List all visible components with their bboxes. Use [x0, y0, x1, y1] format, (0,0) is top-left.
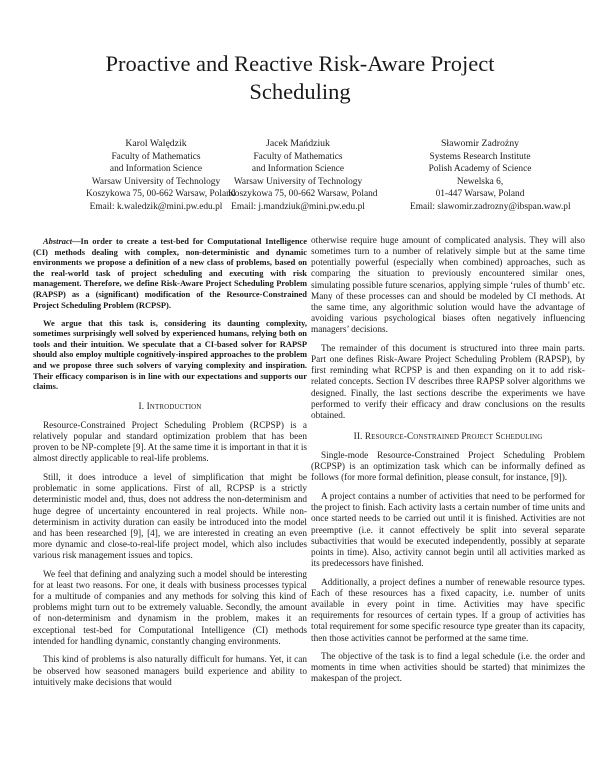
author-email: Email: j.mandziuk@mini.pw.edu.pl [231, 201, 365, 212]
author-email: Email: slawomir.zadrozny@ibspan.waw.pl [410, 201, 571, 212]
author-affiliation-line: Faculty of Mathematics [253, 151, 343, 162]
author-email: Email: k.waledzik@mini.pw.edu.pl [89, 201, 223, 212]
right-column [311, 236, 585, 693]
author-affiliation-line: Warsaw University of Technology [233, 176, 363, 187]
body-paragraph-continuation: otherwise require huge amount of complicated analysis. They will also sometimes turn to a number of relatively simple but at the same time potentially powerful (especially when combined) approaches, such as comparing the situation to previously encountered similar ones, simulating possible future scenarios, applying simple ‘rules of thumb’ etc. Many of these processes can and should be modeled by CI methods. At the same time, any algorithmic solution would have the advantage of avoiding various psychological biases often negatively influencing managers’ decisions. [311, 236, 585, 336]
author-affiliation-line: Polish Academy of Science [428, 164, 532, 175]
author-name: Sławomir Zadrożny [440, 138, 520, 149]
abstract-paragraph [33, 236, 307, 310]
abstract [33, 236, 307, 392]
author-name: Jacek Mańdziuk [266, 138, 330, 149]
author-block-3 [410, 138, 571, 214]
author-affiliation-line: and Information Science [109, 164, 203, 175]
body-paragraph: A project contains a number of activities that need to be performed for the project to finish. Each activity lasts a certain number of time units and once started needs to be carried out until it is finished. Activities are not preemptive (i.e. it cannot effectively be split into several separate subactivities that would be executed independently, possibly at separate points in time). Also, activity cannot begin until all activities marked as its predecessors have finished. [311, 492, 585, 570]
author-affiliation-line: Koszykowa 75, 00-662 Warsaw, Poland [86, 189, 236, 200]
author-affiliation-line: Newelska 6, [456, 176, 504, 187]
body-paragraph: Single-mode Resource-Constrained Project Scheduling Problem (RCPSP) is an optimization task which can be informally defined as follows (for more formal definition, please consult, for instance, [9]). [311, 451, 585, 484]
section-heading-introduction: I. Introduction [138, 401, 202, 412]
author-name: Karol Walędzik [125, 138, 187, 149]
author-block-2 [228, 138, 378, 214]
author-block-1 [86, 138, 236, 214]
abstract-text: —In order to create a test-bed for Computational Intelligence (CI) methods dealing with complex, non-deterministic and dynamic environments we propose a definition of a new class of problems, based on the real-world task of project scheduling and executing with risk management. Therefore, we define Risk-Aware Project Scheduling Problem (RAPSP) as a (significant) modification of the Resource-Constrained Project Scheduling Problem (RCPSP). [33, 236, 307, 310]
abstract-label: Abstract [43, 236, 73, 246]
section-heading-rcpsp: II. Resource-Constrained Project Scheduling [353, 432, 543, 442]
author-affiliation-line: 01-447 Warsaw, Poland [435, 189, 525, 200]
author-affiliation-line: Systems Research Institute [429, 151, 531, 162]
author-affiliation-line: Faculty of Mathematics [111, 151, 201, 162]
body-paragraph: This kind of problems is also naturally difficult for humans. Yet, it can be observed how seasoned managers build experience and ability to intuitively make decisions that would [33, 655, 307, 688]
body-paragraph: The remainder of this document is structured into three main parts. Part one defines Risk-Aware Project Scheduling Problem (RAPSP), by first reminding what RCPSP is and then expanding on it to add risk-related concepts. Section IV describes three RAPSP solver algorithms we designed. Finally, the last sections describe the experiments we have performed to verify their efficacy and draw conclusions on the results obtained. [311, 343, 585, 421]
author-affiliation-line: Koszykowa 75, 00-662 Warsaw, Poland [228, 189, 378, 200]
left-column [33, 236, 307, 696]
author-affiliation-line: and Information Science [251, 164, 345, 175]
paper-title: Proactive and Reactive Risk-Aware Project Scheduling [105, 51, 495, 104]
body-paragraph: Still, it does introduce a level of simplification that might be problematic in some applications. First of all, RCPSP is a strictly deterministic model and, thus, does not address the non-determinism and huge degree of uncertainty encountered in real projects. While non-determinism in activity duration can easily be introduced into the model and has been researched [9], [4], we are interested in creating an even more dynamic and close-to-real-life project model, which also includes various risk management issues and topics. [33, 473, 307, 562]
body-paragraph: Resource-Constrained Project Scheduling Problem (RCPSP) is a relatively popular and standard optimization problem that has been proven to be NP-complete [9]. At the same time it is important in that it is almost directly applicable to real-life problems. [33, 420, 307, 465]
author-affiliation-line: Warsaw University of Technology [91, 176, 221, 187]
body-paragraph: We feel that defining and analyzing such a model should be interesting for at least two reasons. For one, it deals with business processes typical for a multitude of companies and any methods for solving this kind of problems might turn out to be extremely valuable. Secondly, the amount of non-determinism and dynamism in the problem, makes it an exceptional test-bed for Computational Intelligence (CI) methods intended for handling dynamic, constantly changing environments. [33, 569, 307, 647]
abstract-paragraph: We argue that this task is, considering its daunting complexity, sometimes surprisingly well solved by experienced humans, relying both on tools and their intuition. We speculate that a CI-based solver for RAPSP should also employ multiple cognitively-inspired approaches to the problem and we propose three such solvers of varying complexity and inspiration. Their efficacy comparison is in line with our expectations and supports our claims. [33, 317, 307, 392]
body-paragraph: Additionally, a project defines a number of renewable resource types. Each of these resources has a fixed capacity, i.e. number of units available in every point in time. Activities may have specific requirements for resources of certain types. If a group of activities has total requirement for some specific resource type greater than its capacity, then those activities cannot be performed at the same time. [311, 577, 585, 644]
body-paragraph: The objective of the task is to find a legal schedule (i.e. the order and moments in time when activities should be started) that minimizes the makespan of the project. [311, 652, 585, 685]
